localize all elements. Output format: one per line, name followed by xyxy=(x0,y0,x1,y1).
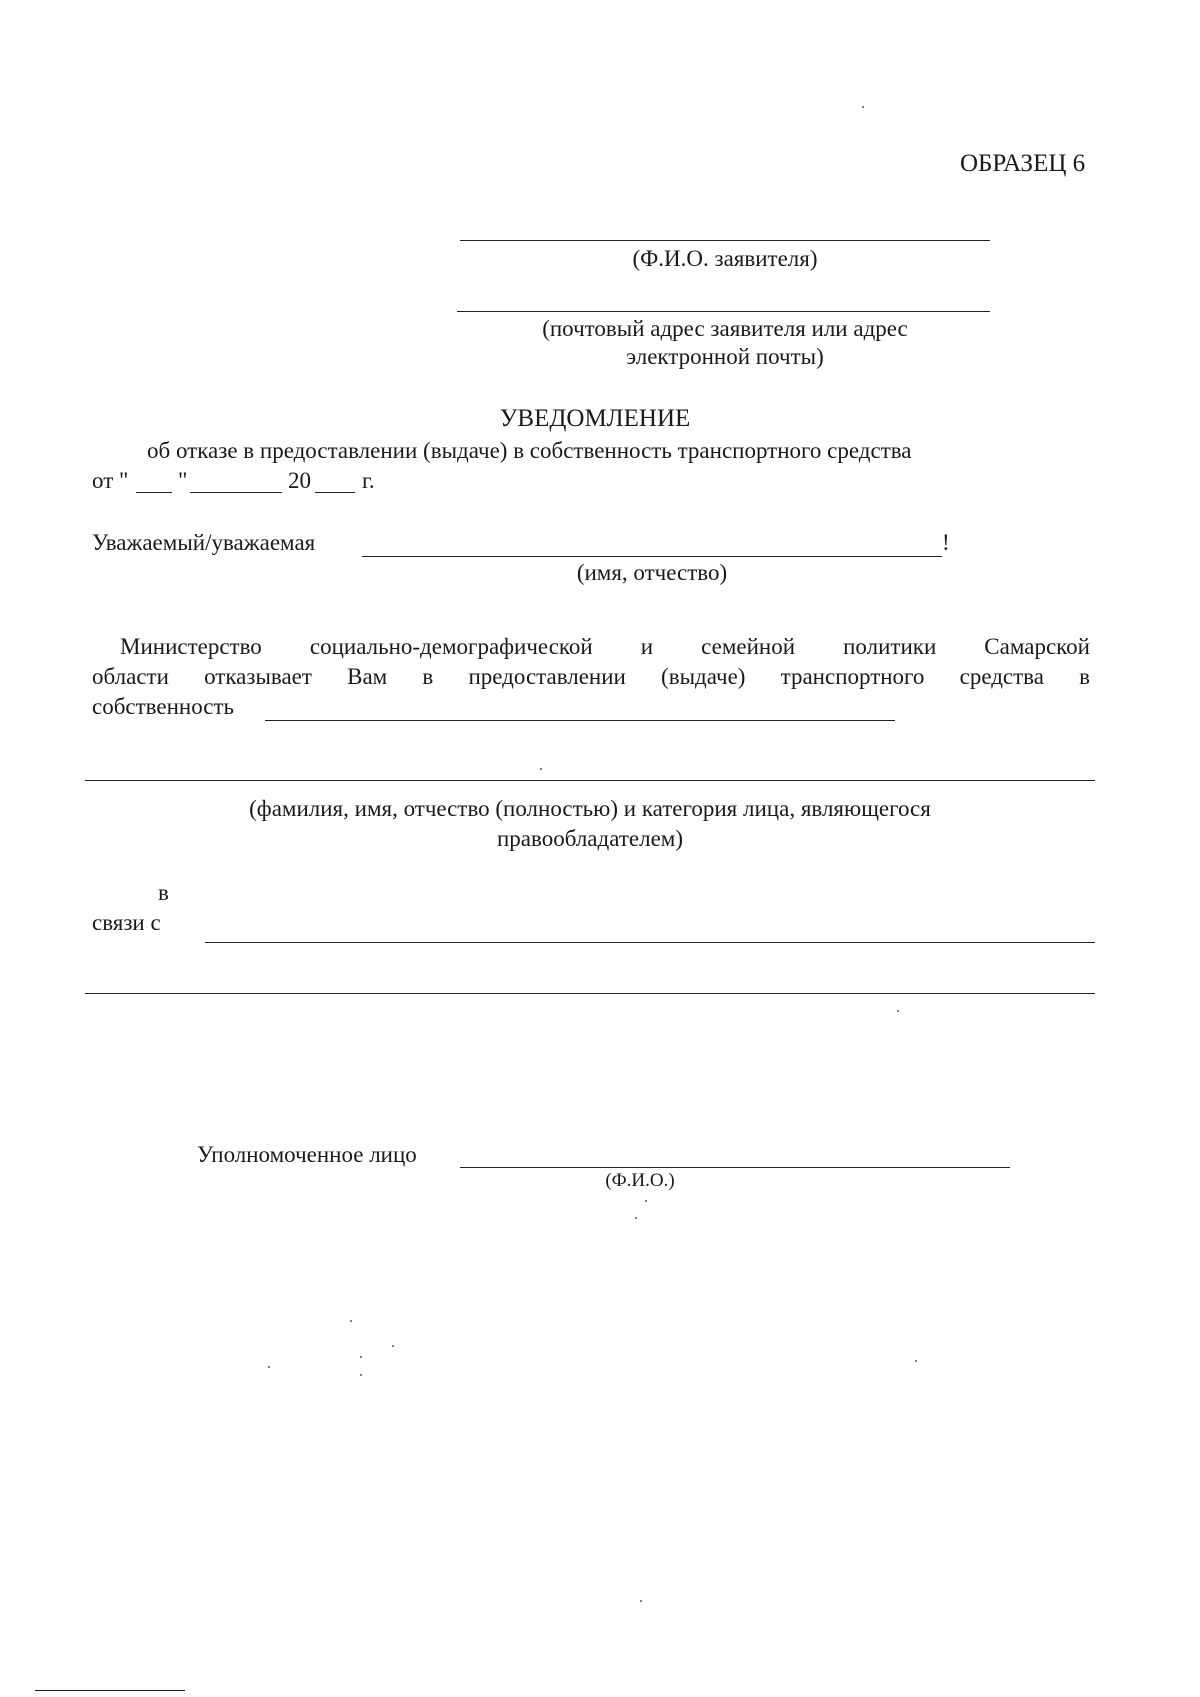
scan-speck xyxy=(862,106,864,108)
recipient-name-field[interactable] xyxy=(362,556,942,557)
signature-caption: (Ф.И.О.) xyxy=(605,1170,675,1191)
date-year-field[interactable] xyxy=(315,492,355,493)
address-caption-line1: (почтовый адрес заявителя или адрес xyxy=(542,316,908,341)
owner-details-field[interactable] xyxy=(85,780,1095,781)
signature-label: Уполномоченное лицо xyxy=(197,1142,417,1167)
scan-speck xyxy=(350,1320,352,1322)
reason-word-2: связи с xyxy=(92,910,161,935)
greeting-exclamation: ! xyxy=(942,530,950,555)
reason-field-2[interactable] xyxy=(85,993,1095,994)
applicant-address-field[interactable] xyxy=(457,311,990,312)
document-title: УВЕДОМЛЕНИЕ xyxy=(499,405,691,432)
owner-caption-line2: правообладателем) xyxy=(496,826,683,851)
recipient-name-caption: (имя, отчество) xyxy=(576,560,728,585)
document-subtitle: об отказе в предоставлении (выдаче) в собственность транспортного средства xyxy=(147,438,912,463)
sample-label: ОБРАЗЕЦ 6 xyxy=(960,150,1086,177)
scan-speck xyxy=(915,1360,917,1362)
body-line-3: собственность xyxy=(92,694,235,719)
reason-word-1: в xyxy=(158,880,169,905)
date-prefix: от " xyxy=(92,468,129,493)
scan-speck xyxy=(360,1356,362,1358)
scan-speck xyxy=(540,768,542,770)
date-quote-close: " xyxy=(178,468,188,493)
owner-caption-line1: (фамилия, имя, отчество (полностью) и категория лица, являющегося xyxy=(249,796,931,821)
scan-speck xyxy=(268,1366,270,1368)
date-year-prefix: 20 xyxy=(288,468,311,493)
address-caption-line2: электронной почты) xyxy=(626,344,824,369)
date-day-field[interactable] xyxy=(136,492,172,493)
scan-speck xyxy=(645,1200,647,1202)
scan-speck xyxy=(897,1010,899,1012)
scan-speck xyxy=(640,1600,642,1602)
greeting-text: Уважаемый/уважаемая xyxy=(92,530,316,555)
applicant-name-field[interactable] xyxy=(460,240,990,241)
date-suffix: г. xyxy=(362,468,375,493)
body-line-2: области отказывает Вам в предоставлении (выдаче) транспортного средства в xyxy=(92,664,1090,689)
vehicle-owner-field[interactable] xyxy=(265,720,895,721)
date-month-field[interactable] xyxy=(190,492,282,493)
scan-speck xyxy=(635,1217,637,1219)
applicant-name-caption: (Ф.И.О. заявителя) xyxy=(632,246,818,271)
signature-name-field[interactable] xyxy=(460,1167,1010,1168)
body-line-1: Министерство социально-демографической и семейной политики Самарской xyxy=(120,634,1090,659)
scan-speck xyxy=(392,1345,394,1347)
reason-field-1[interactable] xyxy=(205,942,1095,943)
footnote-rule xyxy=(35,1690,185,1691)
scan-speck xyxy=(360,1374,362,1376)
